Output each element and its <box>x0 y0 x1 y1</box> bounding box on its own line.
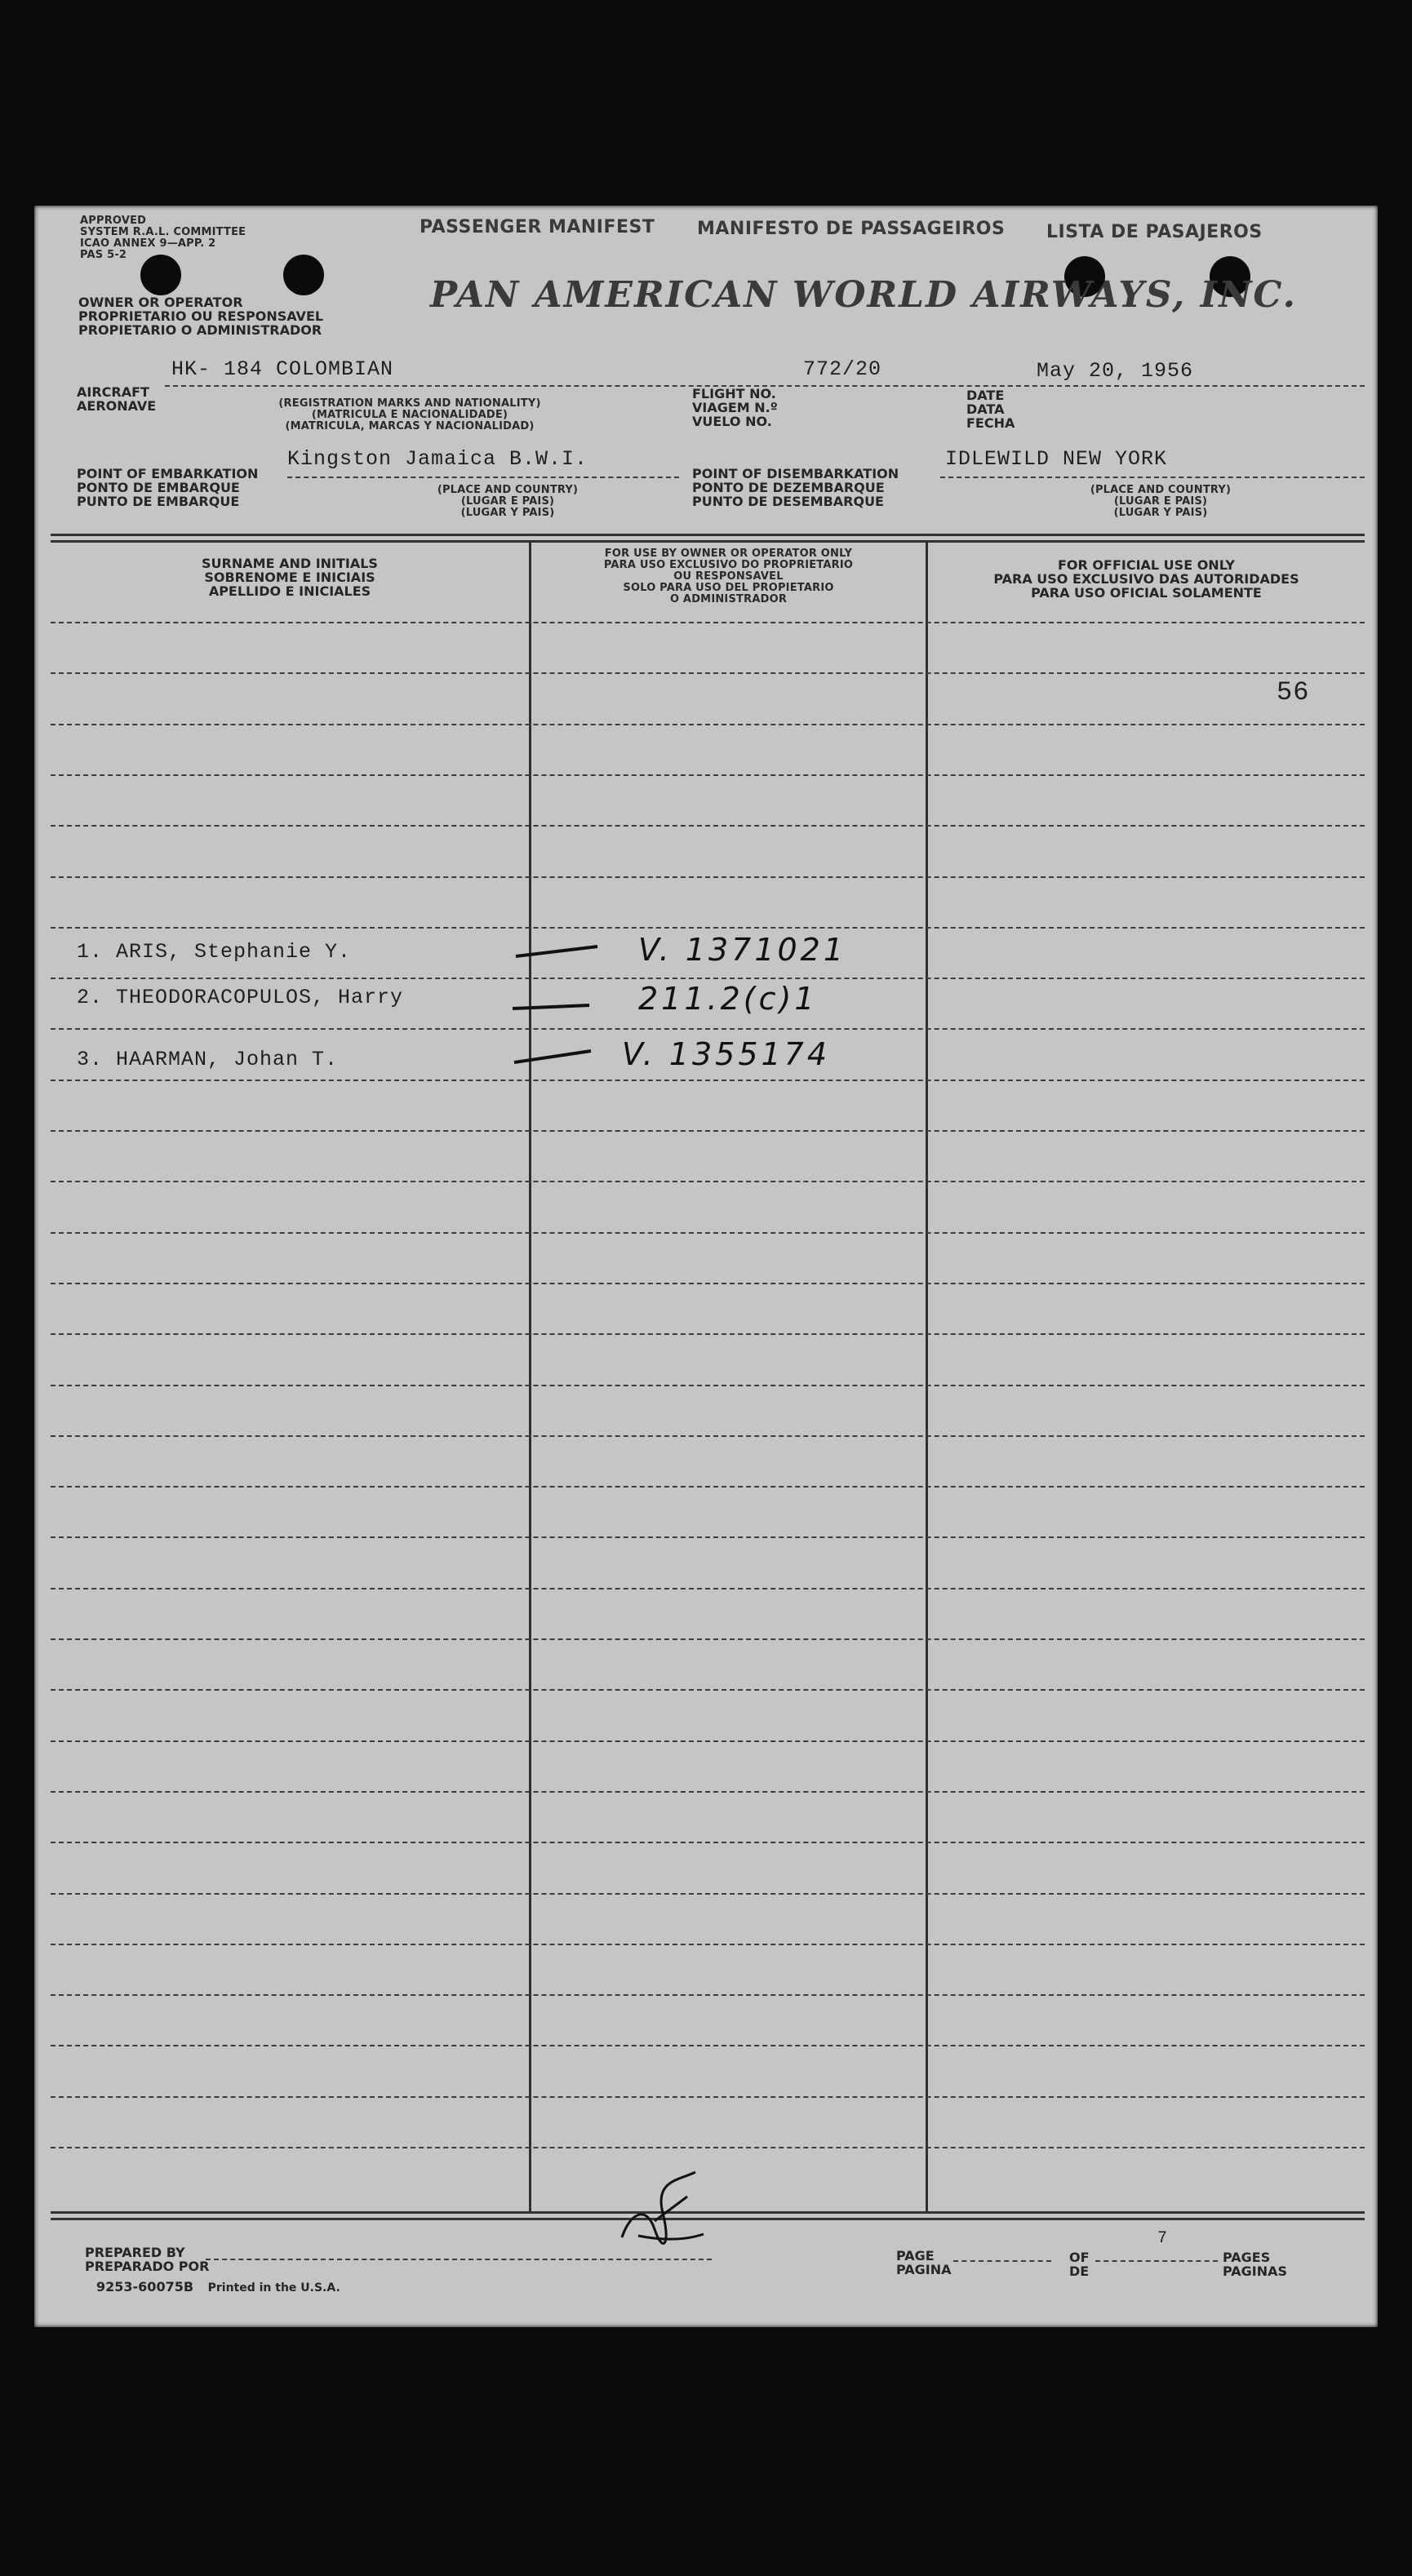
row-rule <box>51 1181 1365 1182</box>
page-labels: PAGE PAGINA <box>896 2248 952 2277</box>
operator-code: 211.2(c)1 <box>638 981 818 1017</box>
row-rule <box>51 1486 1365 1488</box>
owner-labels: OWNER OR OPERATOR PROPRIETARIO OU RESPONSAVEL PROPIETARIO O ADMINISTRADOR <box>78 295 324 338</box>
row-rule <box>51 2045 1365 2046</box>
passenger-name: 1. ARIS, Stephanie Y. <box>77 940 352 964</box>
disembark-labels: POINT OF DISEMBARKATION PONTO DE DEZEMBARQUE PUNTO DE DESEMBARQUE <box>692 466 899 509</box>
row-rule <box>51 1689 1365 1691</box>
row-rule <box>51 1028 1365 1030</box>
check-mark <box>513 1005 589 1009</box>
flight-no-labels: FLIGHT NO. VIAGEM N.º VUELO NO. <box>692 386 778 429</box>
form-number: 9253-60075B Printed in the U.S.A. <box>96 2279 340 2294</box>
aircraft-labels: AIRCRAFT AERONAVE <box>77 384 157 414</box>
flight-no-value: 772/20 <box>803 357 882 381</box>
row-rule <box>51 1435 1365 1437</box>
row-rule <box>51 1893 1365 1895</box>
row-rule <box>51 1385 1365 1386</box>
column-divider-1 <box>529 540 531 2211</box>
aircraft-value: HK- 184 COLOMBIAN <box>171 357 394 381</box>
embark-line <box>287 477 679 478</box>
embark-value: Kingston Jamaica B.W.I. <box>287 447 588 471</box>
row-rule <box>51 622 1365 623</box>
column-header-official: FOR OFFICIAL USE ONLY PARA USO EXCLUSIVO DAS AUTORIDADES PARA USO OFICIAL SOLAMENTE <box>993 557 1299 601</box>
of-labels: OF DE <box>1069 2250 1090 2279</box>
table-top-rule <box>51 534 1365 536</box>
row-rule <box>51 1588 1365 1589</box>
disembark-place-labels: (PLACE AND COUNTRY) (LUGAR E PAIS) (LUGAR Y PAIS) <box>1090 484 1232 519</box>
airline-name: PAN AMERICAN WORLD AIRWAYS, INC. <box>430 274 1297 316</box>
row-rule <box>51 825 1365 827</box>
row-rule <box>51 927 1365 929</box>
passenger-name: 3. HAARMAN, Johan T. <box>77 1048 339 1071</box>
row-rule <box>51 1740 1365 1742</box>
of-line <box>1095 2260 1218 2262</box>
page-line <box>953 2260 1051 2262</box>
row-rule <box>51 1283 1365 1284</box>
row-rule <box>51 774 1365 776</box>
title-pt: MANIFESTO DE PASSAGEIROS <box>697 219 1006 239</box>
check-mark <box>514 1051 591 1062</box>
row-rule <box>51 978 1365 979</box>
row-rule <box>51 1944 1365 1945</box>
manifest-sheet <box>34 206 1378 2327</box>
stamp-number: 56 <box>1277 677 1310 707</box>
row-rule <box>51 1638 1365 1640</box>
row-rule <box>51 1994 1365 1996</box>
column-header-operator: FOR USE BY OWNER OR OPERATOR ONLY PARA USO EXCLUSIVO DO PROPRIETARIO OU RESPONSAVEL SOLO PARA USO DEL PROPIETARIO O ADMINISTRADOR <box>603 548 854 605</box>
title-en: PASSENGER MANIFEST <box>420 217 655 237</box>
embark-labels: POINT OF EMBARKATION PONTO DE EMBARQUE PUNTO DE EMBARQUE <box>77 466 259 509</box>
row-rule <box>51 1130 1365 1132</box>
passenger-name: 2. THEODORACOPULOS, Harry <box>77 986 404 1009</box>
date-labels: DATE DATA FECHA <box>966 388 1015 431</box>
signature <box>606 2164 720 2254</box>
prepared-labels: PREPARED BY PREPARADO POR <box>85 2245 210 2274</box>
date-value: May 20, 1956 <box>1037 359 1194 383</box>
row-rule <box>51 672 1365 674</box>
table-top-rule-2 <box>51 540 1365 543</box>
column-divider-2 <box>926 540 928 2211</box>
row-rule <box>51 1791 1365 1793</box>
row-rule <box>51 724 1365 725</box>
row-rule <box>51 1232 1365 1234</box>
check-mark <box>516 947 597 956</box>
page-total: 7 <box>1157 2229 1169 2248</box>
disembark-value: IDLEWILD NEW YORK <box>945 447 1168 471</box>
registration-labels: (REGISTRATION MARKS AND NATIONALITY) (MATRICULA E NACIONALIDADE) (MATRICULA, MARCAS Y NACIONALIDAD) <box>278 397 541 432</box>
embark-place-labels: (PLACE AND COUNTRY) (LUGAR E PAIS) (LUGAR Y PAIS) <box>437 484 579 519</box>
title-es: LISTA DE PASAJEROS <box>1046 222 1263 242</box>
row-rule <box>51 1080 1365 1081</box>
row-rule <box>51 1333 1365 1335</box>
punch-hole <box>283 255 324 295</box>
check-marks <box>500 932 614 1071</box>
pages-labels: PAGES PAGINAS <box>1223 2250 1288 2279</box>
prepared-line <box>206 2259 712 2260</box>
disembark-line <box>940 477 1365 478</box>
row-rule <box>51 1536 1365 1538</box>
operator-code: V. 1355174 <box>622 1036 831 1072</box>
operator-code: V. 1371021 <box>638 932 847 968</box>
row-rule <box>51 2096 1365 2098</box>
row-rule <box>51 876 1365 878</box>
row-rule <box>51 2147 1365 2148</box>
column-header-name: SURNAME AND INITIALS SOBRENOME E INICIAIS APELLIDO E INICIALES <box>202 556 378 599</box>
approval-block: APPROVED SYSTEM R.A.L. COMMITTEE ICAO ANNEX 9—APP. 2 PAS 5-2 <box>80 215 246 261</box>
row-rule <box>51 1842 1365 1843</box>
